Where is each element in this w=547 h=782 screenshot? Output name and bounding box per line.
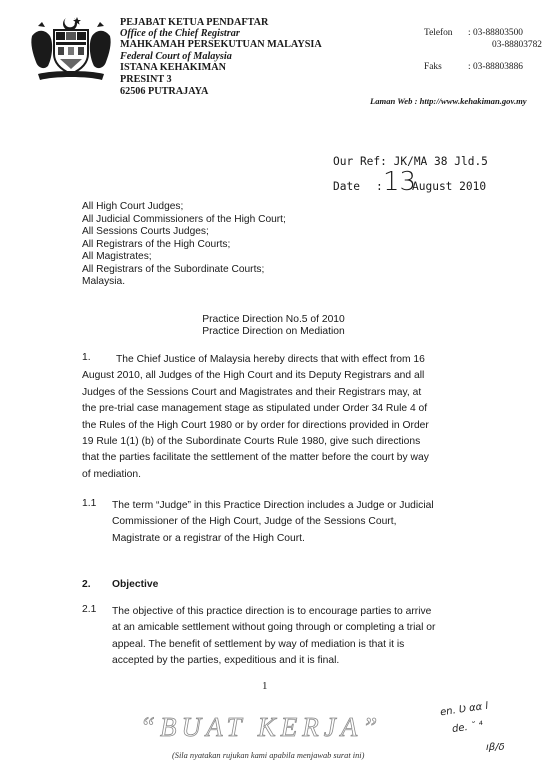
website: Laman Web : http://www.kehakiman.gov.my <box>370 96 527 106</box>
paragraph-number: 2.1 <box>82 604 97 615</box>
our-reference: Our Ref: JK/MA 38 Jld.5 <box>333 155 488 168</box>
paragraph-line: the pre-trial case management stage as stipulated under Order 34 Rule 4 of <box>82 403 428 415</box>
telefon-label: Telefon <box>424 28 453 38</box>
letterhead-address-line: ISTANA KEHAKIMAN <box>120 62 226 73</box>
telefon-number: 03-88803782 <box>492 40 542 50</box>
date-colon: : <box>376 180 383 193</box>
addressee-line: All Registrars of the High Courts; <box>82 238 231 250</box>
paragraph-line: Commissioner of the High Court, Judge of the Sessions Court, <box>112 516 397 528</box>
paragraph-line: accepted by the parties, expeditious and it is final. <box>112 655 340 667</box>
faks-label: Faks <box>424 62 442 72</box>
footer-note: (Sila nyatakan rujukan kami apabila menjawab surat ini) <box>172 751 365 760</box>
addressee-list <box>82 201 286 289</box>
addressee-line: All Magistrates; <box>82 251 152 262</box>
paragraph-1 <box>82 352 502 483</box>
letterhead-address-line: PRESINT 3 <box>120 74 172 85</box>
paragraph-line: The term “Judge” in this Practice Direction includes a Judge or Judicial <box>112 500 434 511</box>
letterhead-address-line: 62506 PUTRAJAYA <box>120 86 209 97</box>
addressee-line: All Judicial Commissioners of the High Court; <box>82 213 286 225</box>
faks-number: : 03-88803886 <box>468 62 523 72</box>
paragraph-line: appeal. The benefit of settlement by way of mediation is that it is <box>112 638 405 650</box>
handwritten-annotation: de. ˘ ⁴ <box>451 719 484 736</box>
paragraph-2-1 <box>112 604 502 670</box>
document-title: Practice Direction No.5 of 2010 <box>202 314 345 325</box>
paragraph-1-1 <box>112 498 492 547</box>
paragraph-line: The Chief Justice of Malaysia hereby directs that with effect from 16 <box>116 354 425 365</box>
paragraph-line: The objective of this practice direction is to encourage parties to arrive <box>112 606 432 617</box>
paragraph-line: that the parties facilitate the settlement of the matter before the court by way <box>82 452 429 464</box>
page-number: 1 <box>262 680 268 692</box>
telefon-number: : 03-88803500 <box>468 28 523 38</box>
letterhead-office-name: PEJABAT KETUA PENDAFTAR <box>120 17 269 28</box>
date-day-handwritten: 13 <box>383 167 417 197</box>
paragraph-line: August 2010, all Judges of the High Court and its Deputy Registrars and all <box>82 370 425 382</box>
buat-kerja-stamp: “BUAT KERJA” <box>140 712 383 742</box>
letterhead-court-name: MAHKAMAH PERSEKUTUAN MALAYSIA <box>120 39 322 50</box>
section-heading: Objective <box>112 579 159 590</box>
paragraph-line: at an amicable settlement without going through or completing a trial or <box>112 622 436 634</box>
paragraph-line: Magistrate or a registrar of the High Court. <box>112 532 305 544</box>
section-number: 2. <box>82 579 91 590</box>
letterhead-court-name-english: Federal Court of Malaysia <box>120 51 232 62</box>
paragraph-line: of mediation. <box>82 468 141 480</box>
paragraph-number: 1.1 <box>82 498 97 509</box>
letterhead-office-name-english: Office of the Chief Registrar <box>120 28 240 39</box>
date-month-year: August 2010 <box>412 180 487 193</box>
addressee-line: All High Court Judges; <box>82 201 184 212</box>
paragraph-number: 1. <box>82 352 91 363</box>
paragraph-line: the Rules of the High Court 1980 or by order for directions provided in Order <box>82 419 429 431</box>
coat-of-arms-icon <box>28 14 114 84</box>
addressee-line: Malaysia. <box>82 276 126 287</box>
addressee-line: All Registrars of the Subordinate Courts; <box>82 263 265 275</box>
paragraph-line: Judges of the Sessions Court and Magistrates and their Registrars may, at <box>82 386 422 398</box>
addressee-line: All Sessions Courts Judges; <box>82 226 209 237</box>
paragraph-line: 19 Rule 1(1) (b) of the Subordinate Courts Rule 1980, give such directions <box>82 436 421 448</box>
handwritten-annotation: ıβ/δ <box>486 742 505 753</box>
document-subtitle: Practice Direction on Mediation <box>202 326 345 337</box>
date-label: Date <box>333 180 360 193</box>
handwritten-annotation: en. Ʋ αα l <box>439 700 489 719</box>
